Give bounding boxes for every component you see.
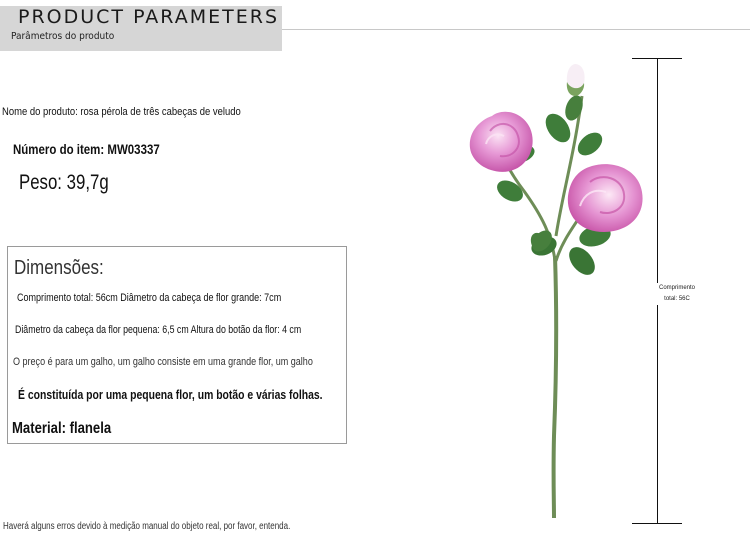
dimensions-line-1-text: Comprimento total: 56cm Diâmetro da cabeça de flor grande: 7cm <box>17 292 282 304</box>
material <box>12 420 133 438</box>
dimensions-line-2 <box>15 324 373 336</box>
page-title: PRODUCT PARAMETERS <box>18 6 280 28</box>
dimensions-line-4 <box>18 387 399 402</box>
disclaimer <box>3 521 362 532</box>
rose-flower-photo <box>462 56 652 524</box>
weight <box>19 171 131 195</box>
measure-label <box>655 283 699 305</box>
product-name <box>2 106 280 118</box>
dimensions-line-4-text: É constituída por uma pequena flor, um botão e várias folhas. <box>18 387 323 402</box>
weight-text: Peso: 39,7g <box>19 171 109 194</box>
page-subtitle: Parâmetros do produto <box>11 31 115 42</box>
item-number-text: Número do item: MW03337 <box>13 141 160 157</box>
measure-label-line-2: total: 56C <box>664 296 690 302</box>
disclaimer-text: Haverá alguns erros devido à medição manual do objeto real, por favor, entenda. <box>3 521 291 532</box>
material-text: Material: flanela <box>12 420 112 437</box>
item-number <box>13 141 192 157</box>
dimensions-title <box>14 257 120 280</box>
dimensions-line-1 <box>17 292 339 304</box>
header-divider <box>282 29 750 30</box>
dimensions-title-text: Dimensões: <box>14 257 104 279</box>
dimensions-line-3 <box>13 356 379 368</box>
dimensions-line-3-text: O preço é para um galho, um galho consiste em uma grande flor, um galho <box>13 356 313 368</box>
product-name-text: Nome do produto: rosa pérola de três cabeças de veludo <box>2 106 241 118</box>
measure-label-line-1: Comprimento <box>658 285 695 291</box>
dimensions-line-2-text: Diâmetro da cabeça da flor pequena: 6,5 cm Altura do botão da flor: 4 cm <box>15 324 302 336</box>
